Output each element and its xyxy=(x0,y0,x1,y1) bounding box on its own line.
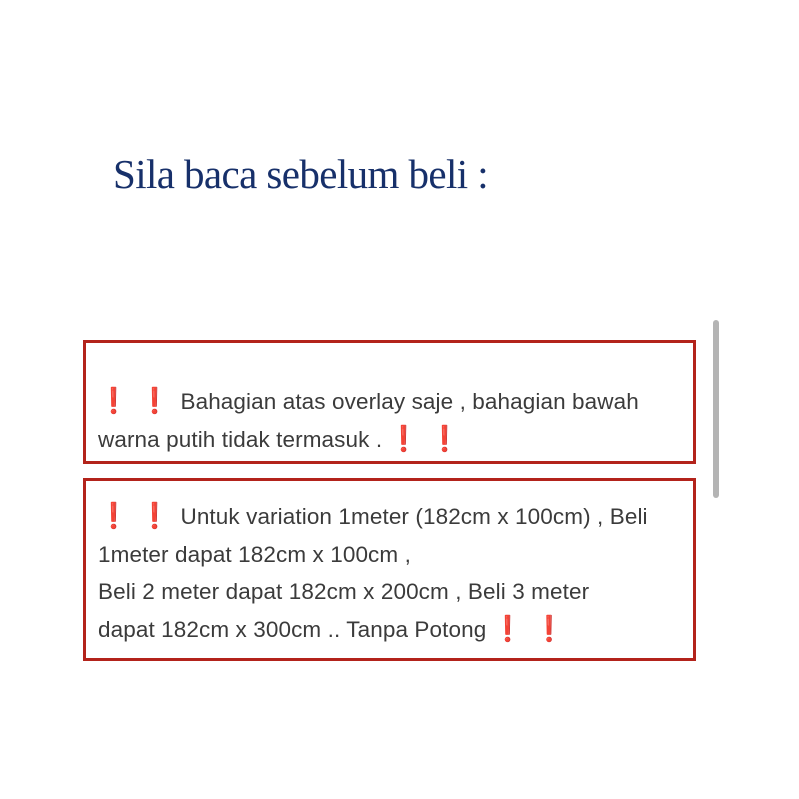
notice-text xyxy=(98,383,683,458)
page-title: Sila baca sebelum beli : xyxy=(113,151,488,197)
notice-box-variation xyxy=(83,478,696,661)
notice-line: Bahagian atas overlay saje , bahagian bawah xyxy=(180,389,639,414)
notice-line: dapat 182cm x 300cm .. Tanpa Potong xyxy=(98,616,487,642)
exclamation-icon: ❗ xyxy=(98,387,130,415)
exclamation-icon: ❗ xyxy=(139,387,171,415)
scrollbar-thumb[interactable] xyxy=(713,320,719,498)
notice-line: Beli 2 meter dapat 182cm x 200cm , Beli 3 meter xyxy=(98,579,590,604)
notice-box-overlay xyxy=(83,340,696,464)
exclamation-icon: ❗ xyxy=(139,502,171,530)
notice-line: Untuk variation 1meter (182cm x 100cm) , Beli xyxy=(180,504,648,529)
exclamation-icon: ❗ xyxy=(388,424,420,453)
exclamation-icon: ❗ xyxy=(98,502,130,530)
notice-line: warna putih tidak termasuk . xyxy=(98,426,383,452)
notice-text xyxy=(98,498,683,648)
exclamation-icon: ❗ xyxy=(533,614,565,643)
exclamation-icon: ❗ xyxy=(429,424,461,453)
notice-line: 1meter dapat 182cm x 100cm , xyxy=(98,541,411,567)
exclamation-icon: ❗ xyxy=(492,614,524,643)
